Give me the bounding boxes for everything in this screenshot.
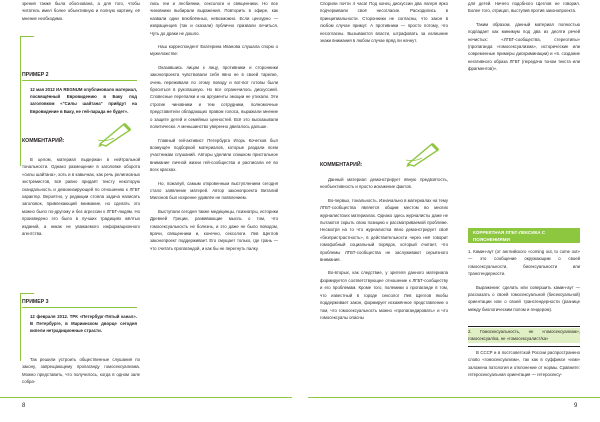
glossary-entry2-rule-top bbox=[468, 326, 580, 327]
after-text: Так решили устроить общественные слушания по закону, запрещающему пропаганду гомосексуализма. Можно представить, что получилось, когда в одном зале собра- bbox=[22, 357, 140, 385]
example2-heading: ПРИМЕР 2 bbox=[22, 72, 137, 81]
left-after-text bbox=[22, 356, 140, 386]
right-comment-p2: Во-первых, тональность. Изначально в материалах на тему ЛГБТ-сообщества является общим местом во многих журналистских материалах. Однако здесь журналисты даже не пытаются скрыть свою позицию к рассматриваемой проблеме. Несмотря на то что журналистка явно демонстрирует своё «безпристрастность», в действительности через неё говорит гомофобный социальный порядок, который считает, что проблемы ЛГБТ-сообщества не заслуживают серьёзного внимания. bbox=[320, 197, 448, 263]
comment-body-2 bbox=[320, 176, 448, 321]
left-col2-p3: Оказавшись лицом к лицу, противники и сторонники законопроекта чувствовали себя явно не в своей тарелке, очень переживали по этому поводу и вот-вот готовы были броситься в рукопашную. Но все ограничилось дискуссией. Словесные перепалки и на аргументы эмоции не утихали. Эти строгие чиновники и тем сотрудники, полномочные представители обладающих правом голоса, выражали мнение о защите детей и семейных ценностей. Всё это высказывали политически. А меньшинство уверенно двигалось дальше. bbox=[150, 64, 278, 130]
right-column-2 bbox=[468, 0, 580, 73]
left-col2-p2: Наш корреспондент Екатерина Иванова слушала спорю о мужеложстве: bbox=[150, 44, 278, 57]
right-column-1 bbox=[320, 0, 448, 44]
example3-frame-top bbox=[20, 293, 34, 294]
right-bottom-rule bbox=[308, 397, 600, 398]
right-page bbox=[300, 0, 600, 422]
left-col2-p5: Но, пожалуй, самым откровенным выступлением сегодня стало заявление матерей. Автор законопроекта Виталий Милонов был искренне удивлён не появлением. bbox=[150, 180, 278, 201]
comment-title-1: КОММЕНТАРИЙ: bbox=[22, 138, 65, 144]
glossary-entry-1: 1. Камин-аут (от английского «coming out, to come out» — это сообщение окружающим о своей гомосексуальности, бисексуальности или трансгендерности. bbox=[468, 249, 580, 277]
example3-body: 12 февраля 2012. ТРК «Петербург-Пятый канал». В Петербурге, в Мариинском дворце сегодня кипели нетрадиционные страсти. bbox=[30, 314, 137, 334]
left-column-2 bbox=[150, 0, 278, 252]
glossary-entry-2 bbox=[468, 328, 580, 343]
left-col2-p1: лись геи и лесбиянки, сексологи и священники. Но все чиновники выбирали выражения. Повторить в эфире, как назвали одни влюблённых, невозможно. Если цензурно — извращенцев (так и сказали) публично призвали лечиться. Чуть до драки не дошло. bbox=[150, 1, 278, 36]
example2-frame-left bbox=[20, 36, 21, 166]
right-col2-p1: для детей. Ничего подобного Щеглов не говорил. Более того, отрицал, выступив против законопроекта. bbox=[468, 1, 580, 14]
left-col2-p4: Главный гей-активист Петербурга Игорь Кочетков был возмущён подборкой материалов, которые раздали всем участникам слушаний. Авторы уделили слишком пристальное внимание личной жизни гей-сообщества и расписали её во всех красках. bbox=[150, 137, 278, 173]
example3-heading: ПРИМЕР 3 bbox=[22, 299, 137, 308]
comment-body-1 bbox=[22, 156, 140, 237]
glossary-entry2-rule-bottom bbox=[468, 346, 580, 347]
left-intro bbox=[22, 0, 140, 22]
right-col2-p2: Таким образом, данный материал полностью подпадает как минимум под два из десяти речей нечистых: «ЛГБТ-сообщества, стереотипы» (пропаганда «гомосексуализма», исторические или современные примеры дискриминации) и «6. создание негативного образа ЛГБТ (передача тоном текста или фрагментов)». bbox=[468, 21, 580, 72]
page-number-left: 8 bbox=[22, 403, 26, 409]
glossary-entries bbox=[468, 248, 580, 313]
glossary-entry-2-text: В СССР и в постсоветской России распространено слово «гомосексуализм», так как в суффиксе «изм» заложена патология и отклонение от нормы. Сравните: гетеросексуальная ориентация — гетеросексу- bbox=[468, 350, 580, 378]
intro-text: зрения также была обоснована, а для того, чтобы читатель имел более объективную и полную картину, её мнение необходимо. bbox=[22, 1, 140, 21]
left-col2-p6: Выступали сегодня также медицинцы, психиатры, историки Древней Греции, развивающие мысль о том, что гомосексуальность не болезнь, и это даже не было поводом, врачи, священники и, конечно, сексологи. Лев Щеглов законопроект поддерживает. Его смущает только, где грань — что считать пропагандой, и как бы не перегнуть палку. bbox=[150, 208, 278, 251]
glossary-entry-2-title: 2. Гомосексуальность, не «гомосексуализм», гомосексуал/ка, не «гомосексуалист/ка» bbox=[468, 329, 580, 342]
pencil-icon bbox=[96, 120, 134, 148]
left-bottom-rule bbox=[0, 397, 292, 398]
pencil-icon-2 bbox=[404, 140, 442, 168]
glossary-entry-1-expression: Выражение: сделать или совершить камин-аут — рассказать о своей гомосексуальной (бисексуальной) ориентации или о своей трансгендерности (разнице между биологическим полом и гендером). bbox=[468, 284, 580, 312]
example3-frame-left bbox=[20, 293, 21, 361]
example2-body: 12 мая 2012 ИА REGNUM опубликовало материал, посвящённый Евровидению в Баку под заголовком «"Силы шайтана" прийдут на Евровидение в Баку, не гей-парада не будет». bbox=[30, 87, 137, 114]
comment-text-1: В целом, материал выдержан в нейтральной тональности. Однако размещение в заголовке оборота «силы шайтана», хоть и в кавычках, как речь религиозных экстремистов, всё равно придаёт тексту некоторую скандальность и демонизирующей по отношению к ЛГБТ характер. Вероятно, у редакции стояла задача написать заголовок, привлекающий внимание, но сделать это можно было по-другому и без агрессии к ЛГБТ-людям. Но произведено это было в лучших традициях жёлтых изданий, а никак не уважаемого информационного агентства. bbox=[22, 157, 140, 237]
right-comment-p3: Во-вторых, как следствие, у зрителя данного материала формируется соответствующее отношение к ЛГБТ-сообществу и его проблемам. Кроме того, полемики о пропаганде в том, что известный в городе сексолог Лев Щеглов якобы поддерживает закон, формирует искажённое представление о том, что гомосексуальность можно «пропагандировать» и что гомосексуалы опасны bbox=[320, 270, 448, 320]
page-number-right: 9 bbox=[574, 403, 578, 409]
right-comment-p1: Данный материал демонстрирует явную предвзятость, необъективность и просто искажение фактов. bbox=[320, 177, 448, 190]
comment-title-2: КОММЕНТАРИЙ: bbox=[320, 162, 363, 168]
glossary-title: КОРРЕКТНАЯ ЛГБТ-ЛЕКСИКА С ПОЯСНЕНИЯМИ bbox=[468, 228, 580, 243]
glossary-entry-2-body bbox=[468, 349, 580, 379]
right-col1-p1: Спорили почти 4 часа! Под конец дискуссии два лагеря ярко подчеркивали своё несогласие. Расходились в принципиальности. Сторонники не согласны, что закон в любом случае примут. А противники — просто потому, что несогласны. Вызываются власти, штрафовать за излишние знаки внимания в любом случае вряд ли начнут. bbox=[320, 1, 448, 44]
example2-frame-top bbox=[20, 36, 34, 37]
